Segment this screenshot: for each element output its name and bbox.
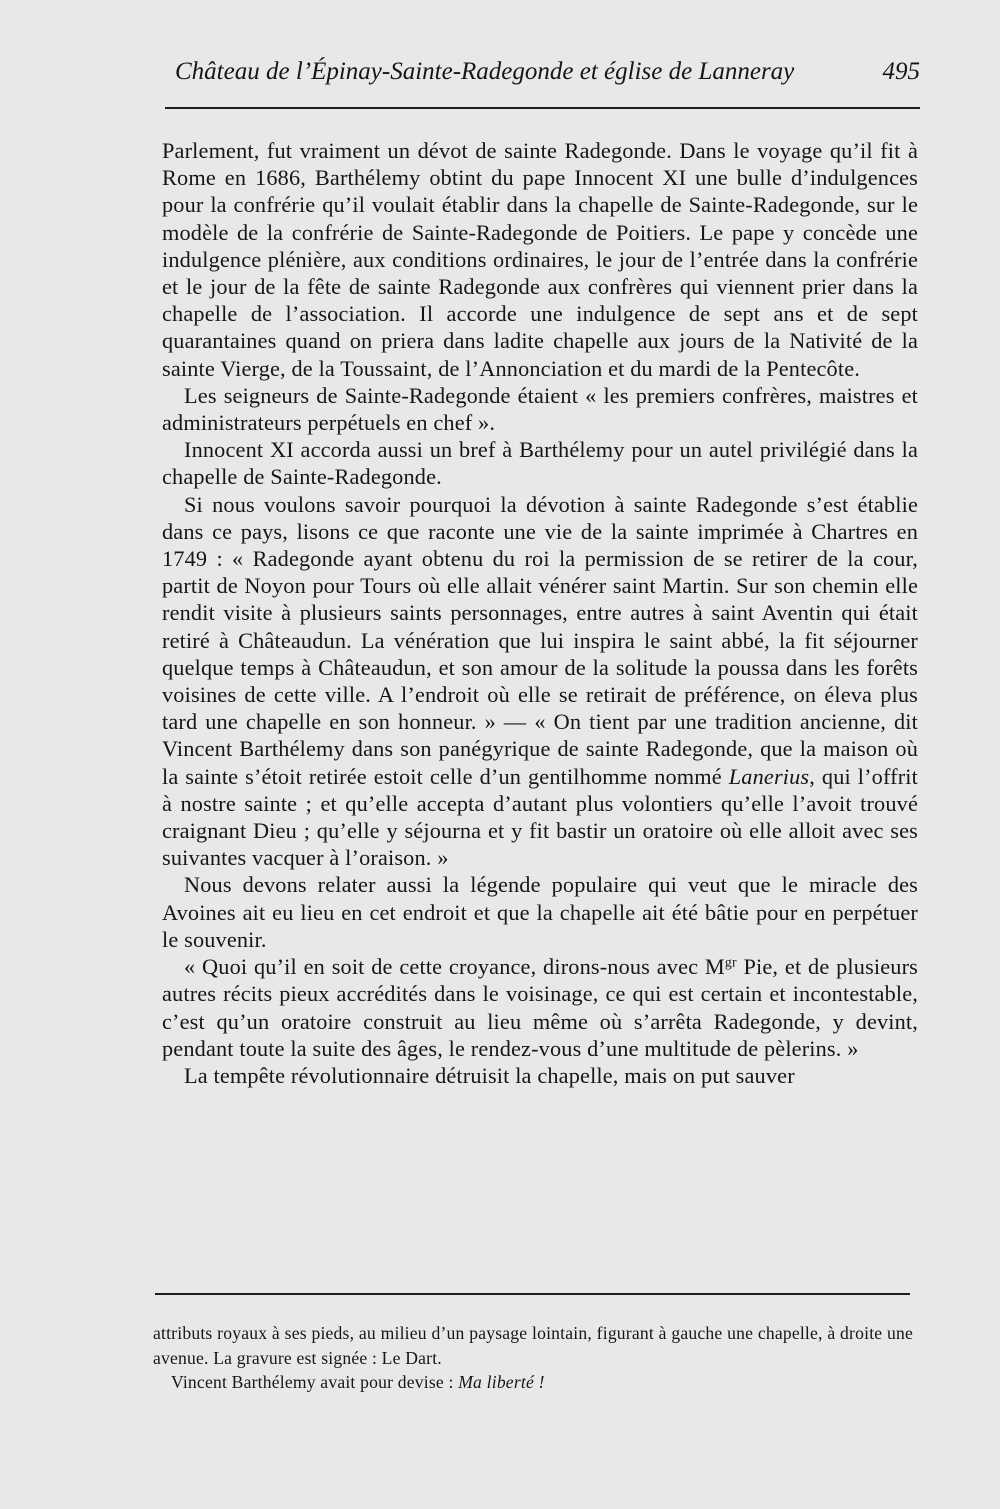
superscript: gr (724, 954, 737, 970)
paragraph (162, 871, 918, 953)
paragraph-text: Les seigneurs de Sainte-Radegonde étaient « les premiers confrères, maistres et administrateurs perpétuels en chef ». (162, 382, 918, 436)
running-title: Château de l’Épinay-Sainte-Radegonde et église de Lanneray (175, 58, 795, 85)
paragraph (162, 137, 918, 382)
footnote-italic-motto: Ma liberté ! (458, 1372, 545, 1392)
paragraph-text: « Quoi qu’il en soit de cette croyance, dirons-nous avec M (184, 954, 725, 980)
italic-name: Lanerius (728, 763, 810, 789)
running-header (175, 58, 920, 98)
paragraph-text: Pie, et de plusieurs autres récits pieux accrédités dans le voisinage, ce qui est certain et incontestable, c’est qu’un oratoire construit au lieu même où s’arrêta Radegonde, y devint, pendant toute la suite des âges, le rendez-vous d’une multitude de pèlerins. » (162, 954, 918, 1061)
paragraph-text: La tempête révolutionnaire détruisit la chapelle, mais on put sauver (184, 1062, 795, 1088)
footnote (153, 1370, 913, 1395)
paragraph-text: Parlement, fut vraiment un dévot de sainte Radegonde. Dans le voyage qu’il fit à Rome en 1686, Barthélemy obtint du pape Innocent XI une bulle d’indulgences pour la confrérie qu’il voulait établir dans la chapelle de Sainte-Radegonde, sur le modèle de la confrérie de Sainte-Radegonde de Poitiers. Le pape y concède une indulgence plénière, aux conditions ordinaires, le jour de l’entrée dans la confrérie et le jour de la fête de sainte Radegonde aux confrères qui viennent prier dans la chapelle de l’association. Il accorde une indulgence de sept ans et de sept quarantaines quand on priera dans ladite chapelle aux jours de la Nativité de la sainte Vierge, de la Toussaint, de l’Annonciation et du mardi de la Pentecôte. (162, 138, 918, 381)
paragraph-text: Innocent XI accorda aussi un bref à Barthélemy pour un autel privilégié dans la chapelle de Sainte-Radegonde. (162, 437, 918, 490)
footnotes (153, 1321, 913, 1395)
footnote (153, 1321, 913, 1370)
main-text (162, 137, 918, 1089)
paragraph (162, 953, 918, 1062)
paragraph (162, 1062, 918, 1089)
paragraph-text: , qui l’offrit à nostre sainte ; et qu’elle accepta d’autant plus volontiers qu’elle l’avoit trouvé craignant Dieu ; qu’elle y séjourna et y fit bastir un oratoire où elle alloit avec ses suivantes vacquer à l’oraison. » (162, 763, 918, 871)
paragraph-text: Nous devons relater aussi la légende populaire qui veut que le miracle des Avoines ait eu lieu en cet endroit et que la chapelle ait été bâtie pour en perpétuer le souvenir. (162, 872, 918, 952)
header-rule (165, 107, 920, 109)
footnote-text: Vincent Barthélemy avait pour devise : (171, 1372, 459, 1392)
paragraph (162, 436, 918, 490)
footnote-text: attributs royaux à ses pieds, au milieu d’un paysage lointain, figurant à gauche une chapelle, à droite une avenue. La gravure est signée : Le Dart. (153, 1323, 913, 1368)
paragraph (162, 382, 918, 436)
footnote-rule (155, 1293, 910, 1295)
paragraph (162, 491, 918, 872)
paragraph-text: Si nous voulons savoir pourquoi la dévotion à sainte Radegonde s’est établie dans ce pays, lisons ce que raconte une vie de la sainte imprimée à Chartres en 1749 : « Radegonde ayant obtenu du roi la permission de se retirer de la cour, partit de Noyon pour Tours où elle allait vénérer saint Martin. Sur son chemin elle rendit visite à plusieurs saints personnages, entre autres à saint Aventin qui était retiré à Châteaudun. La vénération que lui inspira le saint abbé, la fit séjourner quelque temps à Châteaudun, et son amour de la solitude la poussa dans les forêts voisines de cette ville. A l’endroit où elle se retirait de préférence, on éleva plus tard une chapelle en son honneur. » — « On tient par une tradition ancienne, dit Vincent Barthélemy dans son panégyrique de sainte Radegonde, que la maison où la sainte s’étoit retirée estoit celle d’un gentilhomme nommé (162, 491, 918, 789)
page-number: 495 (882, 58, 920, 85)
